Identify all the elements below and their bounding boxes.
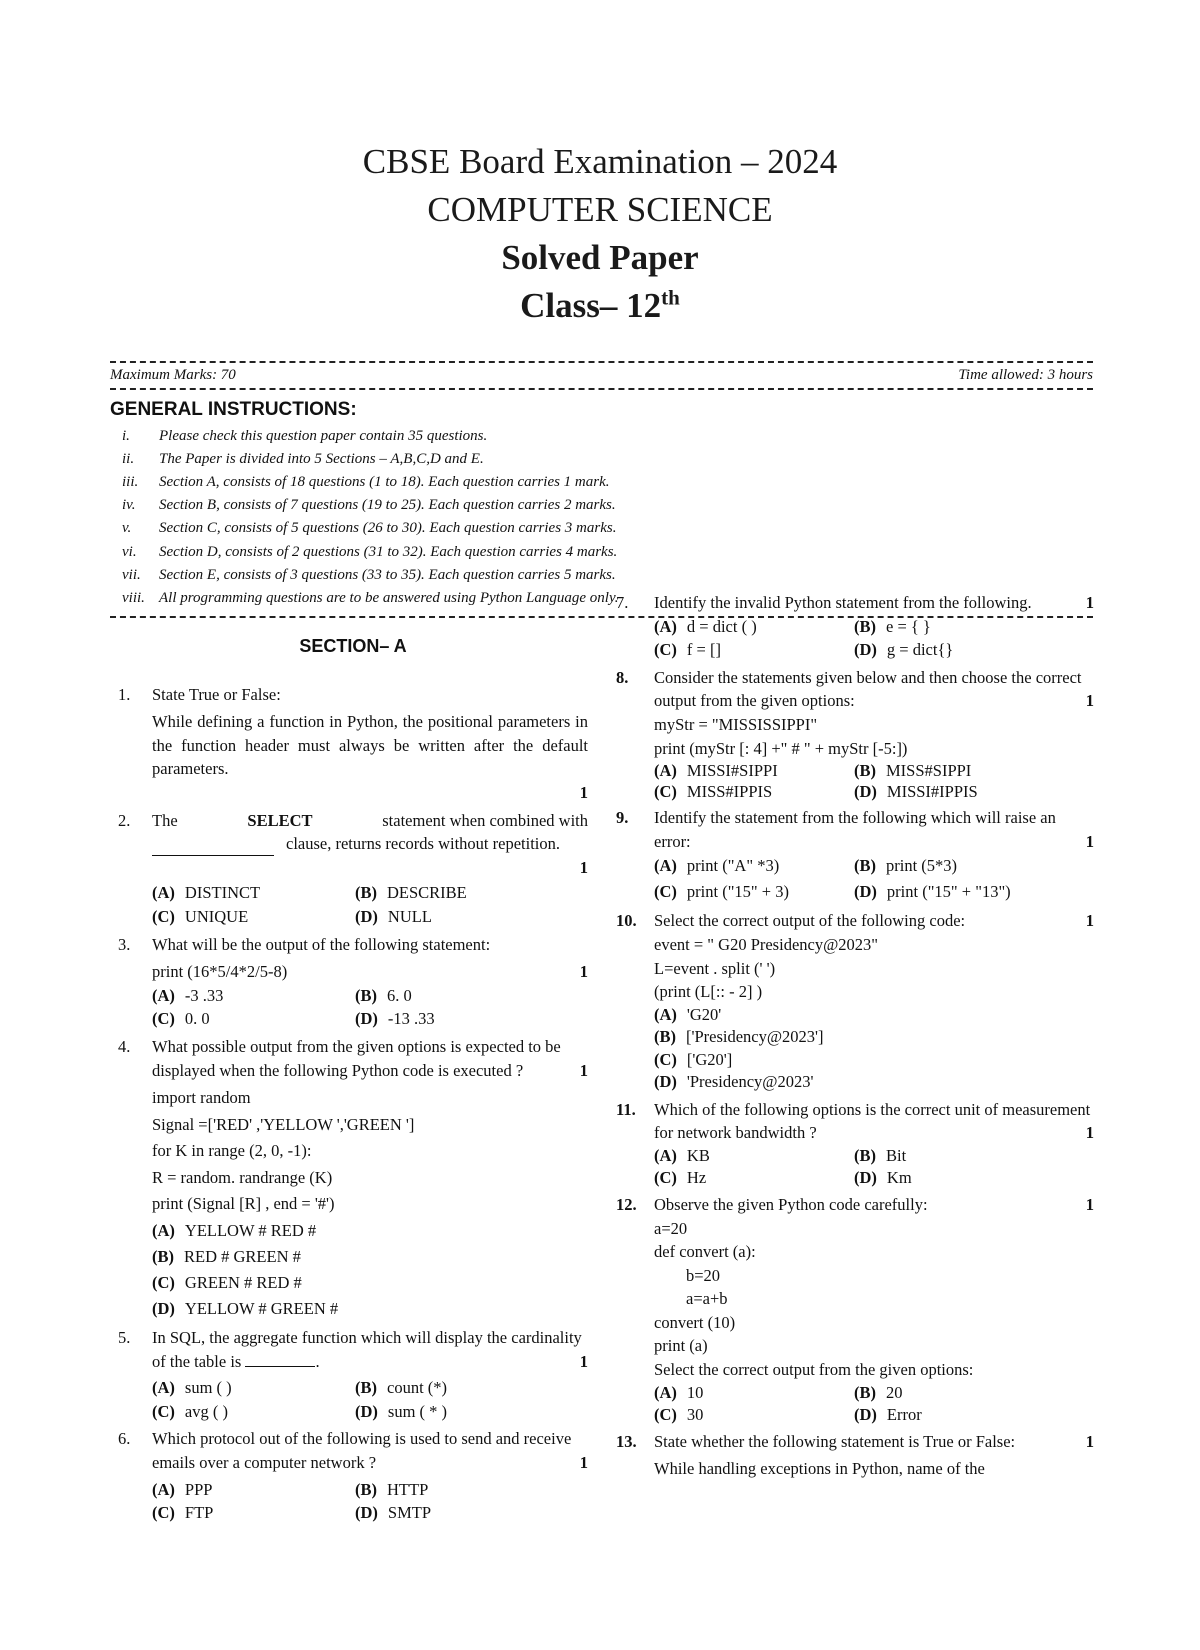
option-d: (D) 'Presidency@2023' bbox=[654, 1072, 814, 1092]
option-a: (A) KB bbox=[654, 1145, 710, 1165]
paper-type-title: Solved Paper bbox=[501, 238, 699, 277]
question-8: 8. Consider the statements given below and then choose the correct output from the given options: 1 myStr = "MISSISSIPPI" print (myStr [: 4] +" # " + myStr [-5:]) (A) MISSI#SIPPI (B) MISS#SIPPI (C) MISS#IPPIS (D) MISSI#IPPIS bbox=[616, 667, 1094, 802]
instructions-heading: GENERAL INSTRUCTIONS: bbox=[110, 399, 357, 420]
option-a: (A) sum ( ) bbox=[152, 1378, 232, 1398]
option-c: (C) FTP bbox=[152, 1503, 214, 1523]
instruction-item: viii. All programming questions are to be answered using Python Language only. bbox=[122, 589, 619, 606]
time-allowed: Time allowed: 3 hours bbox=[958, 367, 1093, 383]
question-9: 9. Identify the statement from the following which will raise an error: 1 (A) print ("A" *3) (B) print (5*3) (C) print ("15" + 3) (D) print ("15" + "13") bbox=[616, 806, 1094, 905]
option-b: (B) MISS#SIPPI bbox=[854, 761, 972, 781]
option-b: (B) Bit bbox=[854, 1145, 907, 1165]
option-c: (C) avg ( ) bbox=[152, 1401, 228, 1421]
instruction-item: iv. Section B, consists of 7 questions (19 to 25). Each question carries 2 marks. bbox=[122, 497, 616, 514]
right-column bbox=[616, 591, 1094, 1485]
option-d: (D) Km bbox=[854, 1167, 912, 1187]
question-13: 13. State whether the following statement is True or False: 1 While handling exceptions in Python, name of the bbox=[616, 1431, 1094, 1479]
paper-title-block bbox=[0, 138, 1200, 330]
option-d: (D) SMTP bbox=[355, 1503, 432, 1523]
max-marks: Maximum Marks: 70 bbox=[110, 367, 236, 383]
option-b: (B) count (*) bbox=[355, 1378, 448, 1398]
question-1: 1. State True or False: While defining a function in Python, the positional parameters in the function header must always be written after the default parameters. 1 bbox=[118, 683, 588, 805]
option-b: (B) HTTP bbox=[355, 1479, 429, 1499]
options bbox=[654, 615, 1094, 662]
option-b: (B) e = { } bbox=[854, 616, 931, 636]
options bbox=[152, 1376, 588, 1423]
option-a: (A) -3 .33 bbox=[152, 985, 224, 1005]
option-c: (C) UNIQUE bbox=[152, 906, 249, 926]
instruction-item: ii. The Paper is divided into 5 Sections – A,B,C,D and E. bbox=[122, 451, 484, 468]
subject-title: COMPUTER SCIENCE bbox=[427, 190, 773, 229]
options bbox=[654, 760, 1094, 802]
option-d: (D) YELLOW # GREEN # bbox=[152, 1299, 339, 1319]
instruction-item: iii. Section A, consists of 18 questions (1 to 18). Each question carries 1 mark. bbox=[122, 474, 610, 491]
code-block: import random Signal =['RED' ,'YELLOW ','GREEN '] for K in range (2, 0, -1): R = random. randrange (K) print (Signal [R] , end = '#') bbox=[152, 1088, 415, 1214]
option-c: (C) 30 bbox=[654, 1404, 704, 1424]
option-d: (D) MISSI#IPPIS bbox=[854, 782, 978, 802]
question-5: 5. In SQL, the aggregate function which will display the cardinality of the table is . 1 (A) sum ( ) (B) count (*) (C) avg ( ) (D) sum ( * ) bbox=[118, 1326, 588, 1423]
divider-top bbox=[110, 361, 1093, 363]
options bbox=[654, 1145, 1094, 1189]
option-b: (B) DESCRIBE bbox=[355, 883, 467, 903]
option-a: (A) PPP bbox=[152, 1479, 213, 1499]
option-a: (A) DISTINCT bbox=[152, 883, 261, 903]
left-column bbox=[118, 625, 588, 1529]
option-d: (D) NULL bbox=[355, 906, 432, 926]
option-d: (D) Error bbox=[854, 1404, 922, 1424]
option-c: (C) ['G20'] bbox=[654, 1049, 733, 1069]
option-a: (A) MISSI#SIPPI bbox=[654, 761, 778, 781]
option-b: (B) print (5*3) bbox=[854, 856, 958, 876]
question-2: 2. The SELECT statement when combined with clause, returns records without repetition. 1 (A) DISTINCT (B) DESCRIBE (C) UNIQUE (D) NULL bbox=[118, 809, 588, 929]
options bbox=[152, 881, 588, 928]
instruction-item: vi. Section D, consists of 2 questions (31 to 32). Each question carries 4 marks. bbox=[122, 543, 618, 560]
option-d: (D) print ("15" + "13") bbox=[854, 882, 1011, 902]
question-3: 3. What will be the output of the following statement: print (16*5/4*2/5-8) 1 (A) -3 .33 (B) 6. 0 (C) 0. 0 (D) -13 .33 bbox=[118, 933, 588, 1031]
question-7: 7. Identify the invalid Python statement from the following. 1 (A) d = dict ( ) (B) e = { } (C) f = [] (D) g = dict{} bbox=[616, 591, 1094, 662]
option-b: (B) ['Presidency@2023'] bbox=[654, 1027, 824, 1047]
instructions-list bbox=[122, 425, 619, 610]
option-c: (C) Hz bbox=[654, 1167, 707, 1187]
question-11: 11. Which of the following options is the correct unit of measurement for network bandwidth ? 1 (A) KB (B) Bit (C) Hz (D) Km bbox=[616, 1099, 1094, 1187]
option-c: (C) f = [] bbox=[654, 640, 721, 660]
section-heading: SECTION– A bbox=[299, 636, 407, 656]
option-d: (D) g = dict{} bbox=[854, 640, 954, 660]
instruction-item: vii. Section E, consists of 3 questions (33 to 35). Each question carries 5 marks. bbox=[122, 566, 616, 583]
marks-time-row bbox=[110, 367, 1093, 384]
options bbox=[152, 1218, 588, 1322]
option-b: (B) RED # GREEN # bbox=[152, 1247, 301, 1267]
instruction-item: i. Please check this question paper contain 35 questions. bbox=[122, 428, 488, 445]
exam-title: CBSE Board Examination – 2024 bbox=[362, 142, 838, 181]
options bbox=[654, 1382, 1094, 1426]
options bbox=[654, 853, 1094, 905]
divider-mid bbox=[110, 388, 1093, 390]
instruction-item: v. Section C, consists of 5 questions (26 to 30). Each question carries 3 marks. bbox=[122, 520, 617, 537]
question-12: 12. Observe the given Python code carefully: 1 a=20 def convert (a): b=20 a=a+b convert (10) print (a) Select the correct output from the given options: (A) 10 (B) 20 (C) 30 (D) Error bbox=[616, 1194, 1094, 1424]
option-a: (A) 'G20' bbox=[654, 1004, 722, 1024]
option-c: (C) 0. 0 bbox=[152, 1009, 210, 1029]
question-10: 10. Select the correct output of the following code: 1 event = " G20 Presidency@2023" L=event . split (' ') (print (L[:: - 2] ) (A) 'G20' (B) ['Presidency@2023'] (C) ['G20'] (D) 'Presidency@2023' bbox=[616, 909, 1094, 1093]
option-a: (A) 10 bbox=[654, 1382, 704, 1402]
option-c: (C) print ("15" + 3) bbox=[654, 882, 789, 902]
option-b: (B) 6. 0 bbox=[355, 985, 412, 1005]
question-6: 6. Which protocol out of the following is used to send and receive emails over a computer network ? 1 (A) PPP (B) HTTP (C) FTP (D) SMTP bbox=[118, 1427, 588, 1524]
class-title: Class– 12th bbox=[520, 285, 680, 325]
option-d: (D) sum ( * ) bbox=[355, 1401, 448, 1421]
option-d: (D) -13 .33 bbox=[355, 1009, 435, 1029]
options bbox=[152, 1478, 588, 1525]
question-4: 4. What possible output from the given options is expected to be displayed when the following Python code is executed ? 1 import random Signal =['RED' ,'YELLOW ','GREEN '] for K in range (2, 0, -1): R = random. randrange (K) print (Signal [R] , end = '#') (A) YELLOW # RED # (B) RED # GREEN # (C) GREEN # RED # (D) YELLOW # GREEN # bbox=[118, 1035, 588, 1322]
option-a: (A) d = dict ( ) bbox=[654, 616, 757, 636]
options bbox=[152, 984, 588, 1031]
option-c: (C) GREEN # RED # bbox=[152, 1273, 302, 1293]
option-a: (A) YELLOW # RED # bbox=[152, 1221, 317, 1241]
option-a: (A) print ("A" *3) bbox=[654, 856, 780, 876]
options bbox=[654, 1004, 1094, 1094]
option-b: (B) 20 bbox=[854, 1382, 903, 1402]
mark: 1 bbox=[579, 782, 588, 802]
option-c: (C) MISS#IPPIS bbox=[654, 782, 773, 802]
